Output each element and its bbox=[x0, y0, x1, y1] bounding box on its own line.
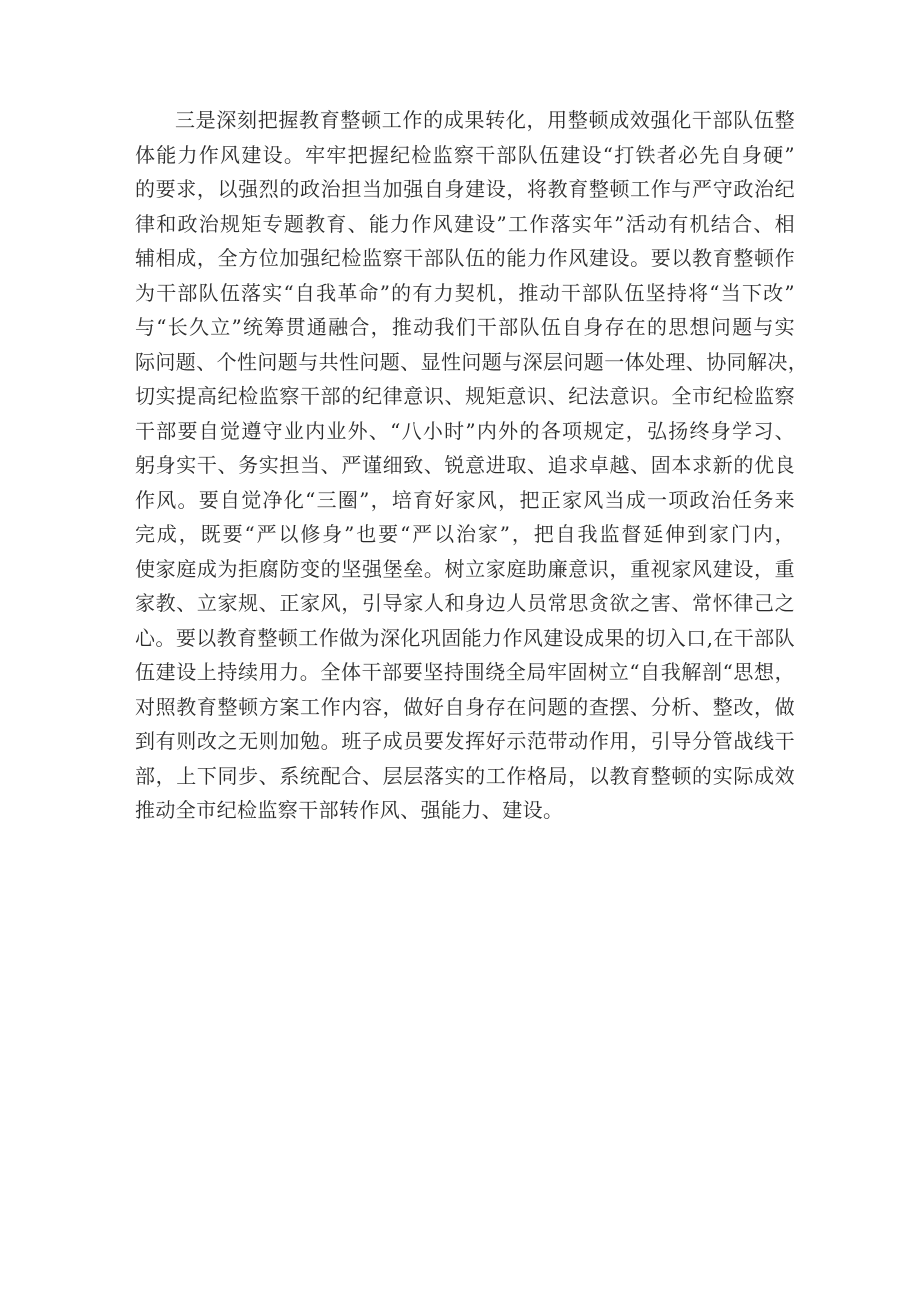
paragraph-line: 躬身实干、务实担当、严谨细致、锐意进取、追求卓越、固本求新的优良 bbox=[135, 453, 795, 477]
paragraph-line: 家教、立家规、正家风，引导家人和身边人员常思贪欲之害、常怀律己之 bbox=[135, 591, 795, 615]
paragraph-line: 心。要以教育整顿工作做为深化巩固能力作风建设成果的切入口,在干部队 bbox=[135, 625, 795, 650]
paragraph-line: 为干部队伍落实“自我革命”的有力契机，推动干部队伍坚持将“当下改” bbox=[135, 280, 795, 305]
paragraph-line: 伍建设上持续用力。全体干部要坚持围绕全局牢固树立“自我解剖“思想， bbox=[135, 660, 795, 684]
paragraph-line: 到有则改之无则加勉。班子成员要发挥好示范带动作用，引导分管战线干 bbox=[135, 729, 795, 753]
paragraph-line: 部，上下同步、系统配合、层层落实的工作格局，以教育整顿的实际成效 bbox=[135, 763, 795, 788]
paragraph-line: 三是深刻把握教育整顿工作的成果转化，用整顿成效强化干部队伍整 bbox=[175, 108, 795, 132]
paragraph-line: 辅相成，全方位加强纪检监察干部队伍的能力作风建设。要以教育整顿作 bbox=[135, 246, 795, 270]
paragraph-line: 律和政治规矩专题教育、能力作风建设”工作落实年”活动有机结合、相 bbox=[135, 211, 795, 236]
paragraph-line: 际问题、个性问题与共性问题、显性问题与深层问题一体处理、协同解决， bbox=[135, 349, 809, 374]
paragraph-line: 切实提高纪检监察干部的纪律意识、规矩意识、纪法意识。全市纪检监察 bbox=[135, 384, 795, 408]
body-paragraph bbox=[135, 103, 809, 828]
paragraph-line: 推动全市纪检监察干部转作风、强能力、建设。 bbox=[135, 798, 564, 822]
paragraph-line: 对照教育整顿方案工作内容，做好自身存在问题的查摆、分析、整改，做 bbox=[135, 694, 795, 719]
paragraph-line: 作风。要自觉净化“三圈”，培育好家风，把正家风当成一项政治任务来 bbox=[135, 487, 795, 512]
paragraph-line: 的要求，以强烈的政治担当加强自身建设，将教育整顿工作与严守政治纪 bbox=[135, 177, 795, 201]
paragraph-line: 干部要自觉遵守业内业外、“八小时”内外的各项规定，弘扬终身学习、 bbox=[135, 418, 795, 443]
paragraph-line: 与“长久立”统筹贯通融合，推动我们干部队伍自身存在的思想问题与实 bbox=[135, 315, 795, 339]
paragraph-line: 使家庭成为拒腐防变的坚强堡垒。树立家庭助廉意识，重视家风建设，重 bbox=[135, 556, 795, 581]
paragraph-line: 体能力作风建设。牢牢把握纪检监察干部队伍建设“打铁者必先自身硬” bbox=[135, 142, 795, 167]
paragraph-line: 完成，既要“严以修身”也要“严以治家”，把自我监督延伸到家门内， bbox=[135, 522, 795, 546]
